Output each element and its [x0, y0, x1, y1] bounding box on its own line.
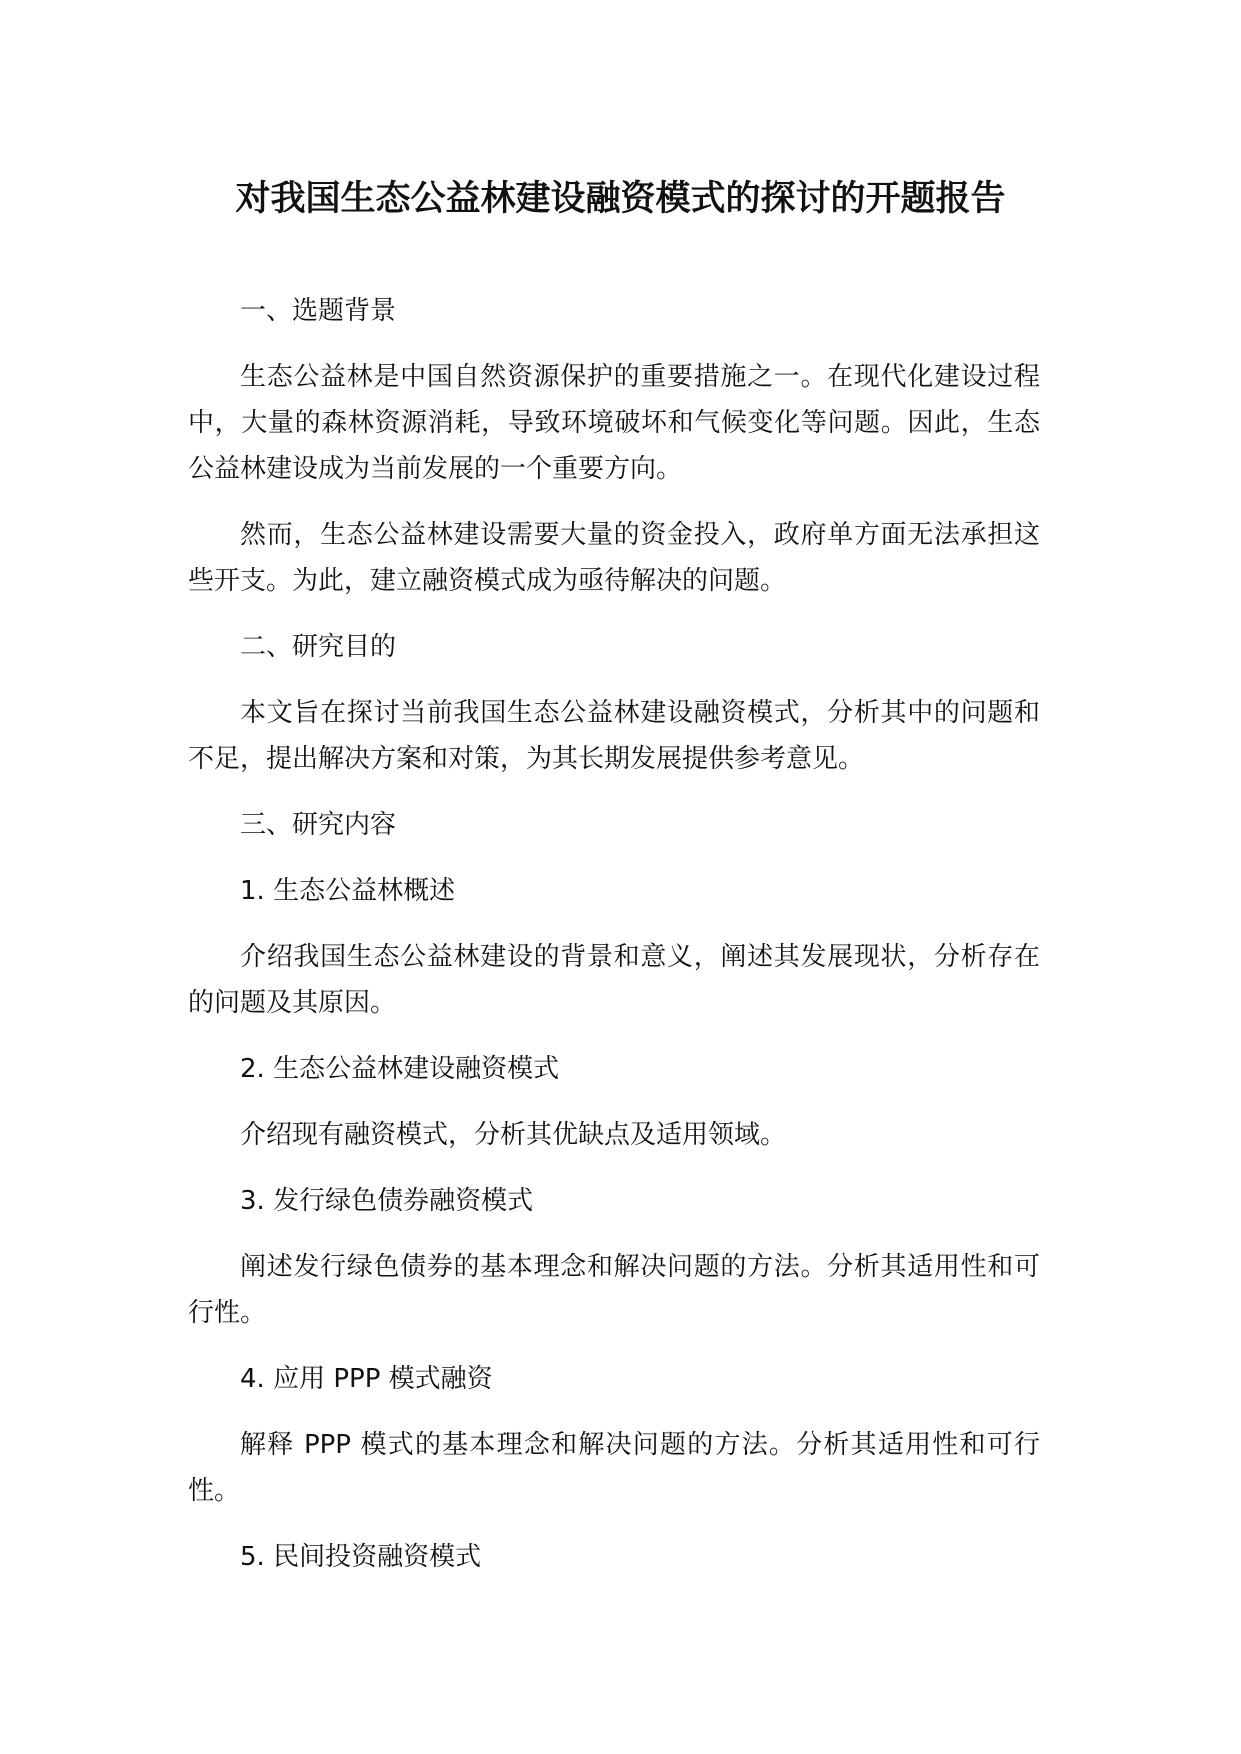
paragraph-background-2: 然而，生态公益林建设需要大量的资金投入，政府单方面无法承担这些开支。为此，建立融资模式成为亟待解决的问题。 [188, 520, 1040, 596]
paragraph-background-1: 生态公益林是中国自然资源保护的重要措施之一。在现代化建设过程中，大量的森林资源消耗，导致环境破坏和气候变化等问题。因此，生态公益林建设成为当前发展的一个重要方向。 [188, 362, 1040, 484]
subheading-private-investment: 5. 民间投资融资模式 [240, 1542, 482, 1572]
paragraph-ppp: 解释 PPP 模式的基本理念和解决问题的方法。分析其适用性和可行性。 [188, 1430, 1040, 1506]
subheading-overview: 1. 生态公益林概述 [240, 876, 456, 906]
document-title: 对我国生态公益林建设融资模式的探讨的开题报告 [235, 179, 1006, 219]
subheading-ppp: 4. 应用 PPP 模式融资 [240, 1364, 493, 1394]
paragraph-financing-models: 介绍现有融资模式，分析其优缺点及适用领域。 [240, 1120, 787, 1150]
subheading-financing-models: 2. 生态公益林建设融资模式 [240, 1054, 560, 1084]
section-heading-background: 一、选题背景 [240, 296, 397, 326]
paragraph-overview: 介绍我国生态公益林建设的背景和意义，阐述其发展现状，分析存在的问题及其原因。 [188, 942, 1040, 1018]
paragraph-purpose: 本文旨在探讨当前我国生态公益林建设融资模式，分析其中的问题和不足，提出解决方案和对策，为其长期发展提供参考意见。 [188, 698, 1040, 774]
document-body [188, 288, 1040, 1580]
section-heading-purpose: 二、研究目的 [240, 632, 397, 662]
subheading-green-bonds: 3. 发行绿色债券融资模式 [240, 1186, 534, 1216]
section-heading-content: 三、研究内容 [240, 810, 397, 840]
paragraph-green-bonds: 阐述发行绿色债券的基本理念和解决问题的方法。分析其适用性和可行性。 [188, 1252, 1040, 1328]
